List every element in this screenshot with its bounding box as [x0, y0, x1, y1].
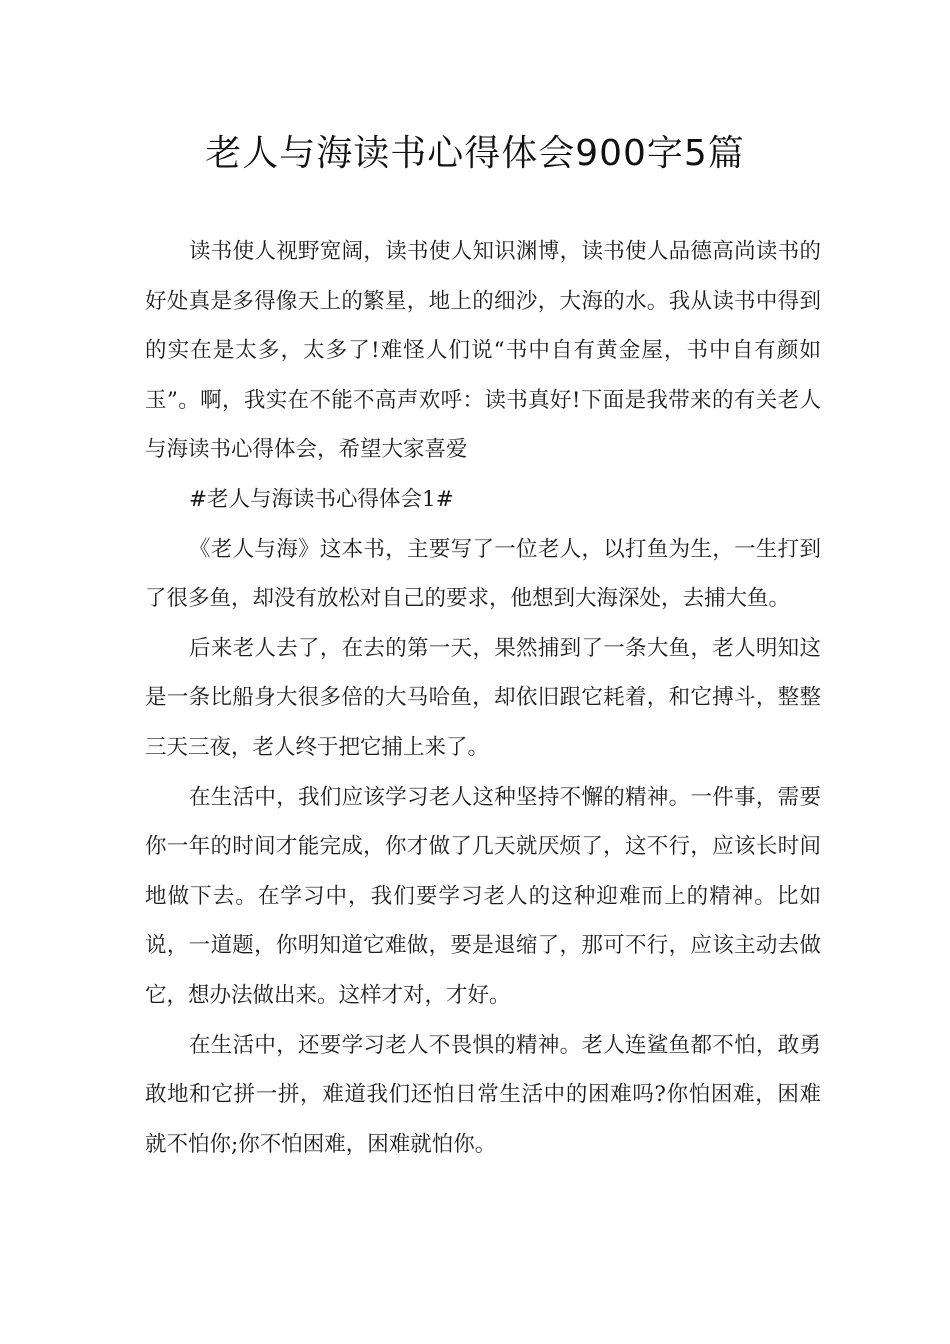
body-paragraph: 在生活中，我们应该学习老人这种坚持不懈的精神。一件事，需要你一年的时间才能完成，你才做了几天就厌烦了，这不行，应该长时间地做下去。在学习中，我们要学习老人的这种迎难而上的精神。比如说，一道题，你明知道它难做，要是退缩了，那可不行，应该主动去做它，想办法做出来。这样才对，才好。 [145, 784, 821, 1008]
document-body [145, 227, 821, 1169]
body-paragraph: 后来老人去了，在去的第一天，果然捕到了一条大鱼，老人明知这是一条比船身大很多倍的大马哈鱼，却依旧跟它耗着，和它搏斗，整整三天三夜，老人终于把它捕上来了。 [145, 635, 821, 760]
body-paragraph: 《老人与海》这本书，主要写了一位老人，以打鱼为生，一生打到了很多鱼，却没有放松对自己的要求，他想到大海深处，去捕大鱼。 [145, 536, 821, 612]
intro-paragraph: 读书使人视野宽阔，读书使人知识渊博，读书使人品德高尚读书的好处真是多得像天上的繁星，地上的细沙，大海的水。我从读书中得到的实在是太多，太多了!难怪人们说“书中自有黄金屋，书中自有颜如玉”。啊，我实在不能不高声欢呼：读书真好!下面是我带来的有关老人与海读书心得体会，希望大家喜爱 [145, 239, 821, 463]
body-paragraph: 在生活中，还要学习老人不畏惧的精神。老人连鲨鱼都不怕，敢勇敢地和它拼一拼，难道我们还怕日常生活中的困难吗?你怕困难，困难就不怕你;你不怕困难，困难就怕你。 [145, 1032, 821, 1157]
section-heading: #老人与海读书心得体会1# [189, 486, 454, 512]
page-title: 老人与海读书心得体会900字5篇 [205, 133, 745, 174]
